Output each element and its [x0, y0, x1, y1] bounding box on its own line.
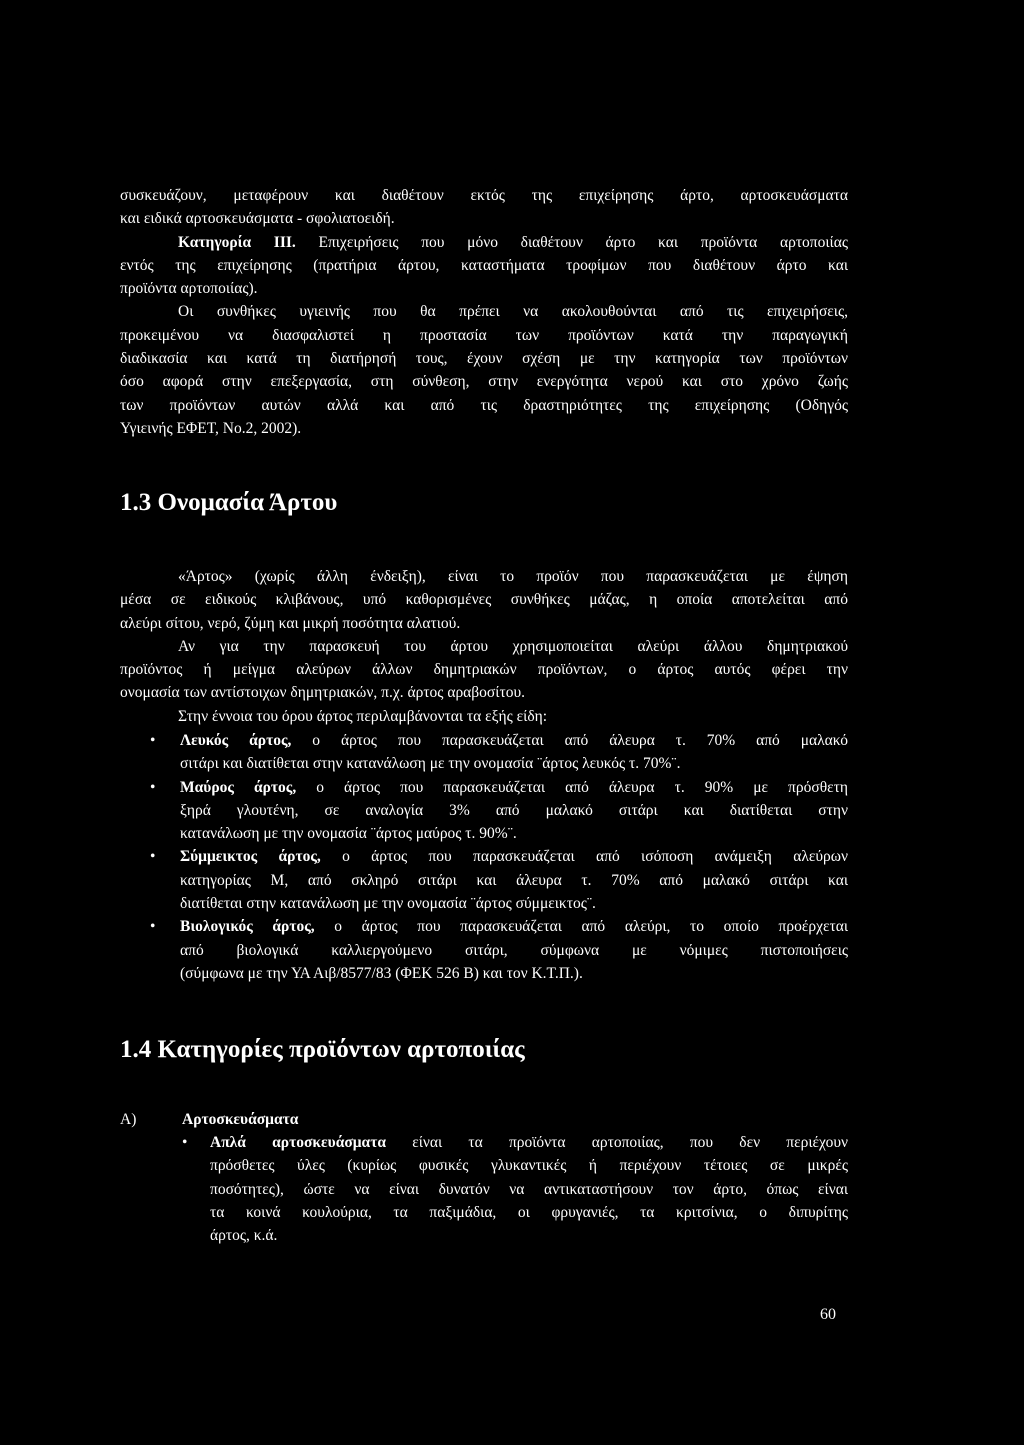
text-line: Υγιεινής ΕΦΕΤ, Νο.2, 2002). — [120, 419, 302, 437]
list-item: • Λευκός άρτος, ο άρτος που παρασκευάζεται από άλευρα τ. 70% από μαλακό σιτάρι και διατίθεται στην κατανάλωση με την ονομασία ¨άρτος λευκός τ. 70%¨. — [120, 729, 848, 776]
text-line: προϊόντα αρτοποιίας). — [120, 280, 258, 298]
text-line: των προϊόντων αυτών αλλά και από τις δραστηριότητες της επιχείρησης (Οδηγός — [120, 396, 848, 414]
list-item: • Σύμμεικτος άρτος, ο άρτος που παρασκευάζεται από ισόποση ανάμειξη αλεύρων κατηγορίας Μ, από σκληρό σιτάρι και άλευρα τ. 70% από μαλακό σιτάρι και διατίθεται στην κατανάλωση με την ονομασία ¨άρτος σύμμεικτος¨. — [120, 845, 848, 915]
subsection-title: Αρτοσκευάσματα — [182, 1111, 299, 1128]
text-line: τα κοινά κουλούρια, τα παξιμάδια, οι φρυγανιές, τα κριτσίνια, ο διπυρίτης — [210, 1203, 848, 1221]
text-line: αλεύρι σίτου, νερό, ζύμη και μικρή ποσότητα αλατιού. — [120, 614, 461, 632]
text-line: διατίθεται στην κατανάλωση με την ονομασία ¨άρτος σύμμεικτος¨. — [180, 895, 596, 913]
category-3-line: Κατηγορία ΙΙΙ. Επιχειρήσεις που μόνο διαθέτουν άρτο και προϊόντα αρτοποιίας — [178, 233, 848, 251]
list-item: • Μαύρος άρτος, ο άρτος που παρασκευάζεται από άλευρα τ. 90% με πρόσθετη ξηρά γλουτένη, σε αναλογία 3% από μαλακό σιτάρι και διατίθεται στην κατανάλωση με την ονομασία ¨άρτος μαύρος τ. 90%¨. — [120, 776, 848, 846]
bullet-icon: • — [150, 918, 156, 936]
section-heading-1-3: 1.3 Ονομασία Άρτου — [120, 489, 338, 516]
bread-type-term: Λευκός άρτος, — [180, 732, 292, 749]
text-line: άρτος, κ.ά. — [210, 1227, 278, 1245]
text-line: (σύμφωνα με την ΥΑ Αιβ/8577/83 (ΦΕΚ 526 Β) και τον Κ.Τ.Π.). — [180, 964, 583, 982]
intro-paragraph — [120, 184, 848, 440]
bullet-icon: • — [150, 848, 156, 866]
bread-type-term: Σύμμεικτος άρτος, — [180, 848, 321, 866]
definition-paragraph — [120, 565, 848, 728]
types-intro: Στην έννοια του όρου άρτος περιλαμβάνονται τα εξής είδη: — [178, 707, 548, 725]
text-line: σιτάρι και διατίθεται στην κατανάλωση με την ονομασία ¨άρτος λευκός τ. 70%¨. — [180, 755, 681, 773]
text-line: και ειδικά αρτοσκευάσματα - σφολιατοειδή. — [120, 210, 395, 228]
text-line: από βιολογικά καλλιεργούμενο σιτάρι, σύμφωνα με νόμιμες πιστοποιήσεις — [180, 941, 848, 959]
bullet-icon: • — [182, 1134, 188, 1151]
text-line: όσο αφορά στην επεξεργασία, στη σύνθεση, στην ενεργότητα νερού και στο χρόνο ζωής — [120, 373, 848, 391]
bread-type-term: Μαύρος άρτος, — [180, 778, 297, 796]
text-line: συσκευάζουν, μεταφέρουν και διαθέτουν εκτός της επιχείρησης άρτο, αρτοσκευάσματα — [120, 187, 848, 204]
text-line: ποσότητες), ώστε να είναι δυνατόν να αντικαταστήσουν τον άρτο, όπως είναι — [210, 1180, 848, 1198]
text-line: διαδικασία και κατά τη διατήρησή τους, έχουν σχέση με την κατηγορία των προϊόντων — [120, 350, 848, 368]
text-line: προκειμένου να διασφαλιστεί η προστασία των προϊόντων κατά την παραγωγική — [120, 326, 848, 344]
text-line: «Άρτος» (χωρίς άλλη ένδειξη), είναι το προϊόν που παρασκευάζεται με έψηση — [178, 568, 848, 585]
subsection-a — [120, 1108, 848, 1131]
text-line: ονομασία των αντίστοιχων δημητριακών, π.χ. άρτος αραβοσίτου. — [120, 684, 525, 702]
page-number: 60 — [820, 1306, 836, 1323]
text-line: Οι συνθήκες υγιεινής που θα πρέπει να ακολουθούνται από τις επιχειρήσεις, — [178, 303, 848, 321]
bread-types-list — [120, 729, 848, 985]
category-3-label: Κατηγορία ΙΙΙ. — [178, 233, 296, 251]
text-line: Αν για την παρασκευή του άρτου χρησιμοποιείται αλεύρι άλλου δημητριακού — [178, 637, 848, 655]
text-line: πρόσθετες ύλες (κυρίως φυσικές γλυκαντικές ή περιέχουν τέτοιες σε μικρές — [210, 1157, 848, 1175]
pastry-list — [182, 1131, 848, 1247]
list-item: • Απλά αρτοσκευάσματα είναι τα προϊόντα αρτοποιίας, που δεν περιέχουν πρόσθετες ύλες (κυρίως φυσικές γλυκαντικές ή περιέχουν τέτοιες σε μικρές ποσότητες), ώστε να είναι δυνατόν να αντικαταστήσουν τον άρτο, όπως είναι τα κοινά κουλούρια, τα παξιμάδια, οι φρυγανιές, τα κριτσίνια, ο διπυρίτης άρτος, κ.ά. — [182, 1131, 848, 1247]
section-heading-1-4: 1.4 Κατηγορίες προϊόντων αρτοποιίας — [120, 1036, 525, 1063]
bullet-icon: • — [150, 732, 156, 749]
pastry-term: Απλά αρτοσκευάσματα — [210, 1134, 387, 1151]
text-line: κατανάλωση με την ονομασία ¨άρτος μαύρος τ. 90%¨. — [180, 825, 517, 843]
text-line: ξηρά γλουτένη, σε αναλογία 3% από μαλακό σιτάρι και διατίθεται στην — [180, 801, 848, 819]
text-line: εντός της επιχείρησης (πρατήρια άρτου, καταστήματα τροφίμων που διαθέτουν άρτο και — [120, 256, 848, 274]
bread-type-term: Βιολογικός άρτος, — [180, 918, 315, 936]
list-item: • Βιολογικός άρτος, ο άρτος που παρασκευάζεται από αλεύρι, το οποίο προέρχεται από βιολογικά καλλιεργούμενο σιτάρι, σύμφωνα με νόμιμες πιστοποιήσεις (σύμφωνα με την ΥΑ Αιβ/8577/83 (ΦΕΚ 526 Β) και τον Κ.Τ.Π.). — [120, 915, 848, 985]
bullet-icon: • — [150, 778, 156, 796]
text-line: μέσα σε ειδικούς κλιβάνους, υπό καθορισμένες συνθήκες μάζας, η οποία αποτελείται από — [120, 591, 848, 609]
text-line: προϊόντος ή μείγμα αλεύρων άλλων δημητριακών προϊόντων, ο άρτος αυτός φέρει την — [120, 661, 848, 679]
subsection-label: Α) — [120, 1111, 137, 1128]
text-line: κατηγορίας Μ, από σκληρό σιτάρι και άλευρα τ. 70% από μαλακό σιτάρι και — [180, 871, 848, 889]
